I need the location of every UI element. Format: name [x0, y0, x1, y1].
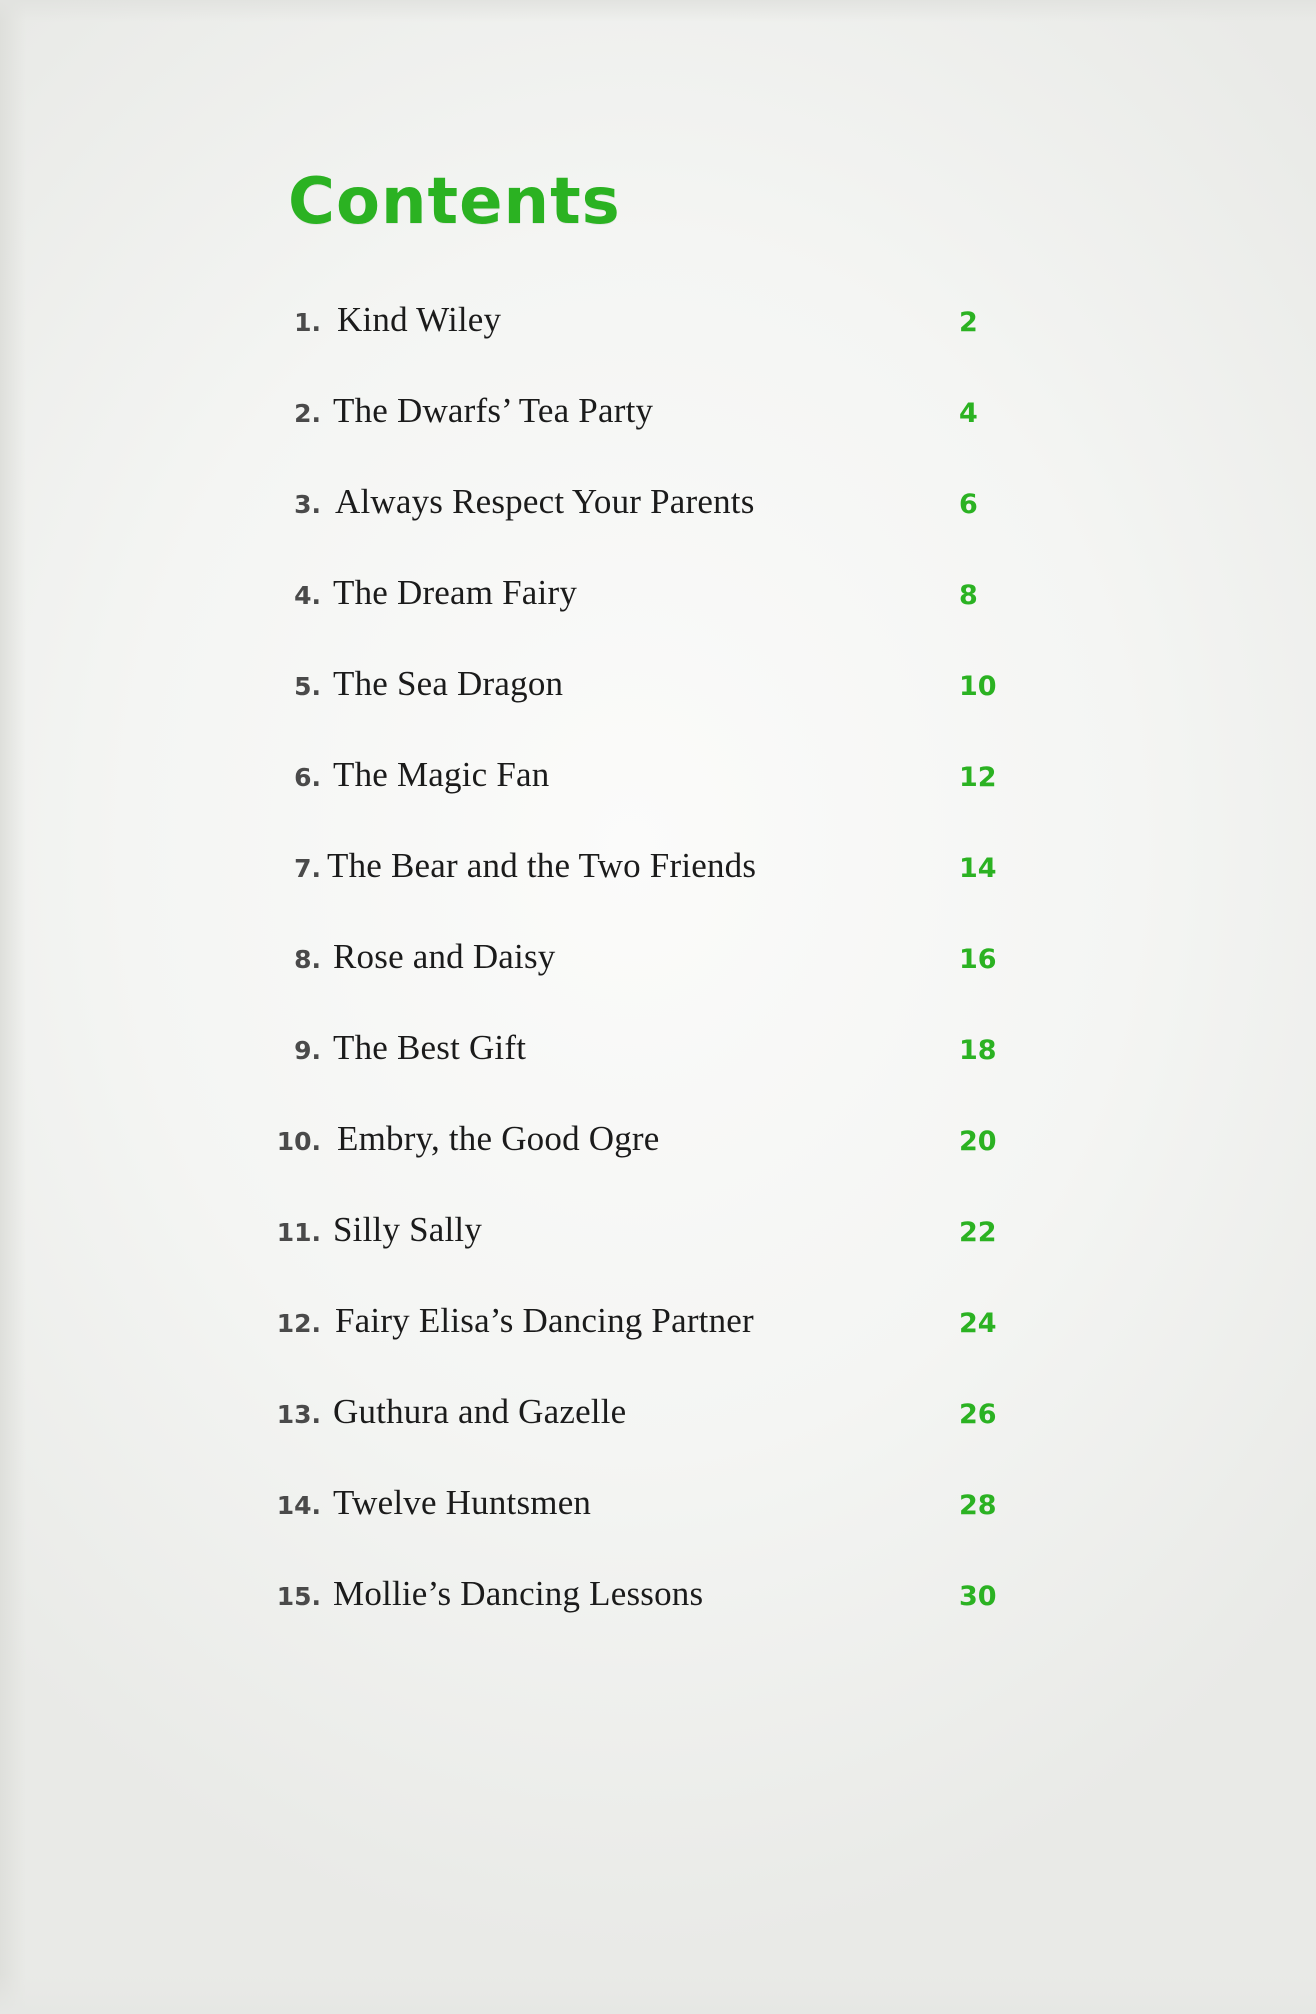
- page-edge-shadow-left: [0, 0, 26, 2014]
- toc-entry-number: 5.: [294, 672, 321, 701]
- toc-entry-title: Rose and Daisy: [333, 937, 556, 976]
- toc-entry-number: 4.: [294, 581, 321, 610]
- toc-entry-number: 1.: [294, 308, 321, 337]
- toc-entry-number: 10.: [276, 1127, 321, 1156]
- page-edge-shadow-bottom: [0, 1974, 1316, 2014]
- toc-entry-number: 2.: [294, 399, 321, 428]
- page-title: Contents: [288, 165, 621, 239]
- toc-entry-page-number: 24: [959, 1308, 997, 1339]
- toc-entry-page-number: 30: [959, 1581, 997, 1612]
- toc-entry-page-number: 28: [959, 1490, 997, 1521]
- toc-entry-number: 3.: [294, 490, 321, 519]
- toc-entry-number: 9.: [294, 1036, 321, 1065]
- toc-entry-page-number: 14: [959, 853, 997, 884]
- toc-entry[interactable]: [265, 664, 1055, 755]
- toc-entry-title: Guthura and Gazelle: [333, 1392, 627, 1431]
- toc-entry-page-number: 6: [959, 489, 978, 520]
- toc-entry-page-number: 4: [959, 398, 978, 429]
- toc-entry-page-number: 2: [959, 307, 978, 338]
- toc-entry-number: 13.: [276, 1400, 321, 1429]
- toc-entry-title: Embry, the Good Ogre: [337, 1119, 660, 1158]
- toc-entry-title: The Magic Fan: [333, 755, 550, 794]
- toc-entry[interactable]: [265, 846, 1055, 937]
- toc-entry[interactable]: [265, 1119, 1055, 1210]
- toc-entry-page-number: 20: [959, 1126, 997, 1157]
- toc-entry-number: 8.: [294, 945, 321, 974]
- toc-entry-page-number: 26: [959, 1399, 997, 1430]
- toc-entry[interactable]: [265, 1483, 1055, 1574]
- toc-entry-number: 11.: [276, 1218, 321, 1247]
- toc-entry-page-number: 8: [959, 580, 978, 611]
- toc-entry-title: The Sea Dragon: [333, 664, 564, 703]
- toc-entry[interactable]: [265, 573, 1055, 664]
- toc-entry-page-number: 12: [959, 762, 997, 793]
- toc-entry-page-number: 10: [959, 671, 997, 702]
- toc-entry[interactable]: [265, 937, 1055, 1028]
- toc-entry[interactable]: [265, 1210, 1055, 1301]
- page-edge-shadow-top: [0, 0, 1316, 22]
- toc-entry-page-number: 22: [959, 1217, 997, 1248]
- toc-entry-page-number: 16: [959, 944, 997, 975]
- toc-entry[interactable]: [265, 391, 1055, 482]
- toc-entry-title: Mollie’s Dancing Lessons: [333, 1574, 704, 1613]
- toc-entry[interactable]: [265, 482, 1055, 573]
- toc-entry[interactable]: [265, 1392, 1055, 1483]
- toc-entry-number: 15.: [276, 1582, 321, 1611]
- toc-entry-title: Twelve Huntsmen: [333, 1483, 592, 1522]
- toc-entry-number: 7.: [294, 854, 321, 883]
- toc-entry[interactable]: [265, 1028, 1055, 1119]
- toc-entry-number: 12.: [276, 1309, 321, 1338]
- toc-entry-title: Always Respect Your Parents: [335, 482, 755, 521]
- toc-entry[interactable]: [265, 1301, 1055, 1392]
- toc-entry[interactable]: [265, 755, 1055, 846]
- toc-entry-title: Silly Sally: [333, 1210, 483, 1249]
- toc-entry-title: The Dwarfs’ Tea Party: [333, 391, 654, 430]
- toc-entry[interactable]: [265, 1574, 1055, 1665]
- toc-entry-page-number: 18: [959, 1035, 997, 1066]
- toc-entry-title: The Best Gift: [333, 1028, 527, 1067]
- toc-entry-number: 14.: [276, 1491, 321, 1520]
- table-of-contents-list: [265, 300, 1055, 1665]
- toc-entry-title: Kind Wiley: [337, 300, 502, 339]
- toc-entry-title: Fairy Elisa’s Dancing Partner: [335, 1301, 754, 1340]
- toc-entry-number: 6.: [294, 763, 321, 792]
- toc-entry-title: The Dream Fairy: [333, 573, 578, 612]
- toc-entry[interactable]: [265, 300, 1055, 391]
- toc-entry-title: The Bear and the Two Friends: [327, 846, 757, 885]
